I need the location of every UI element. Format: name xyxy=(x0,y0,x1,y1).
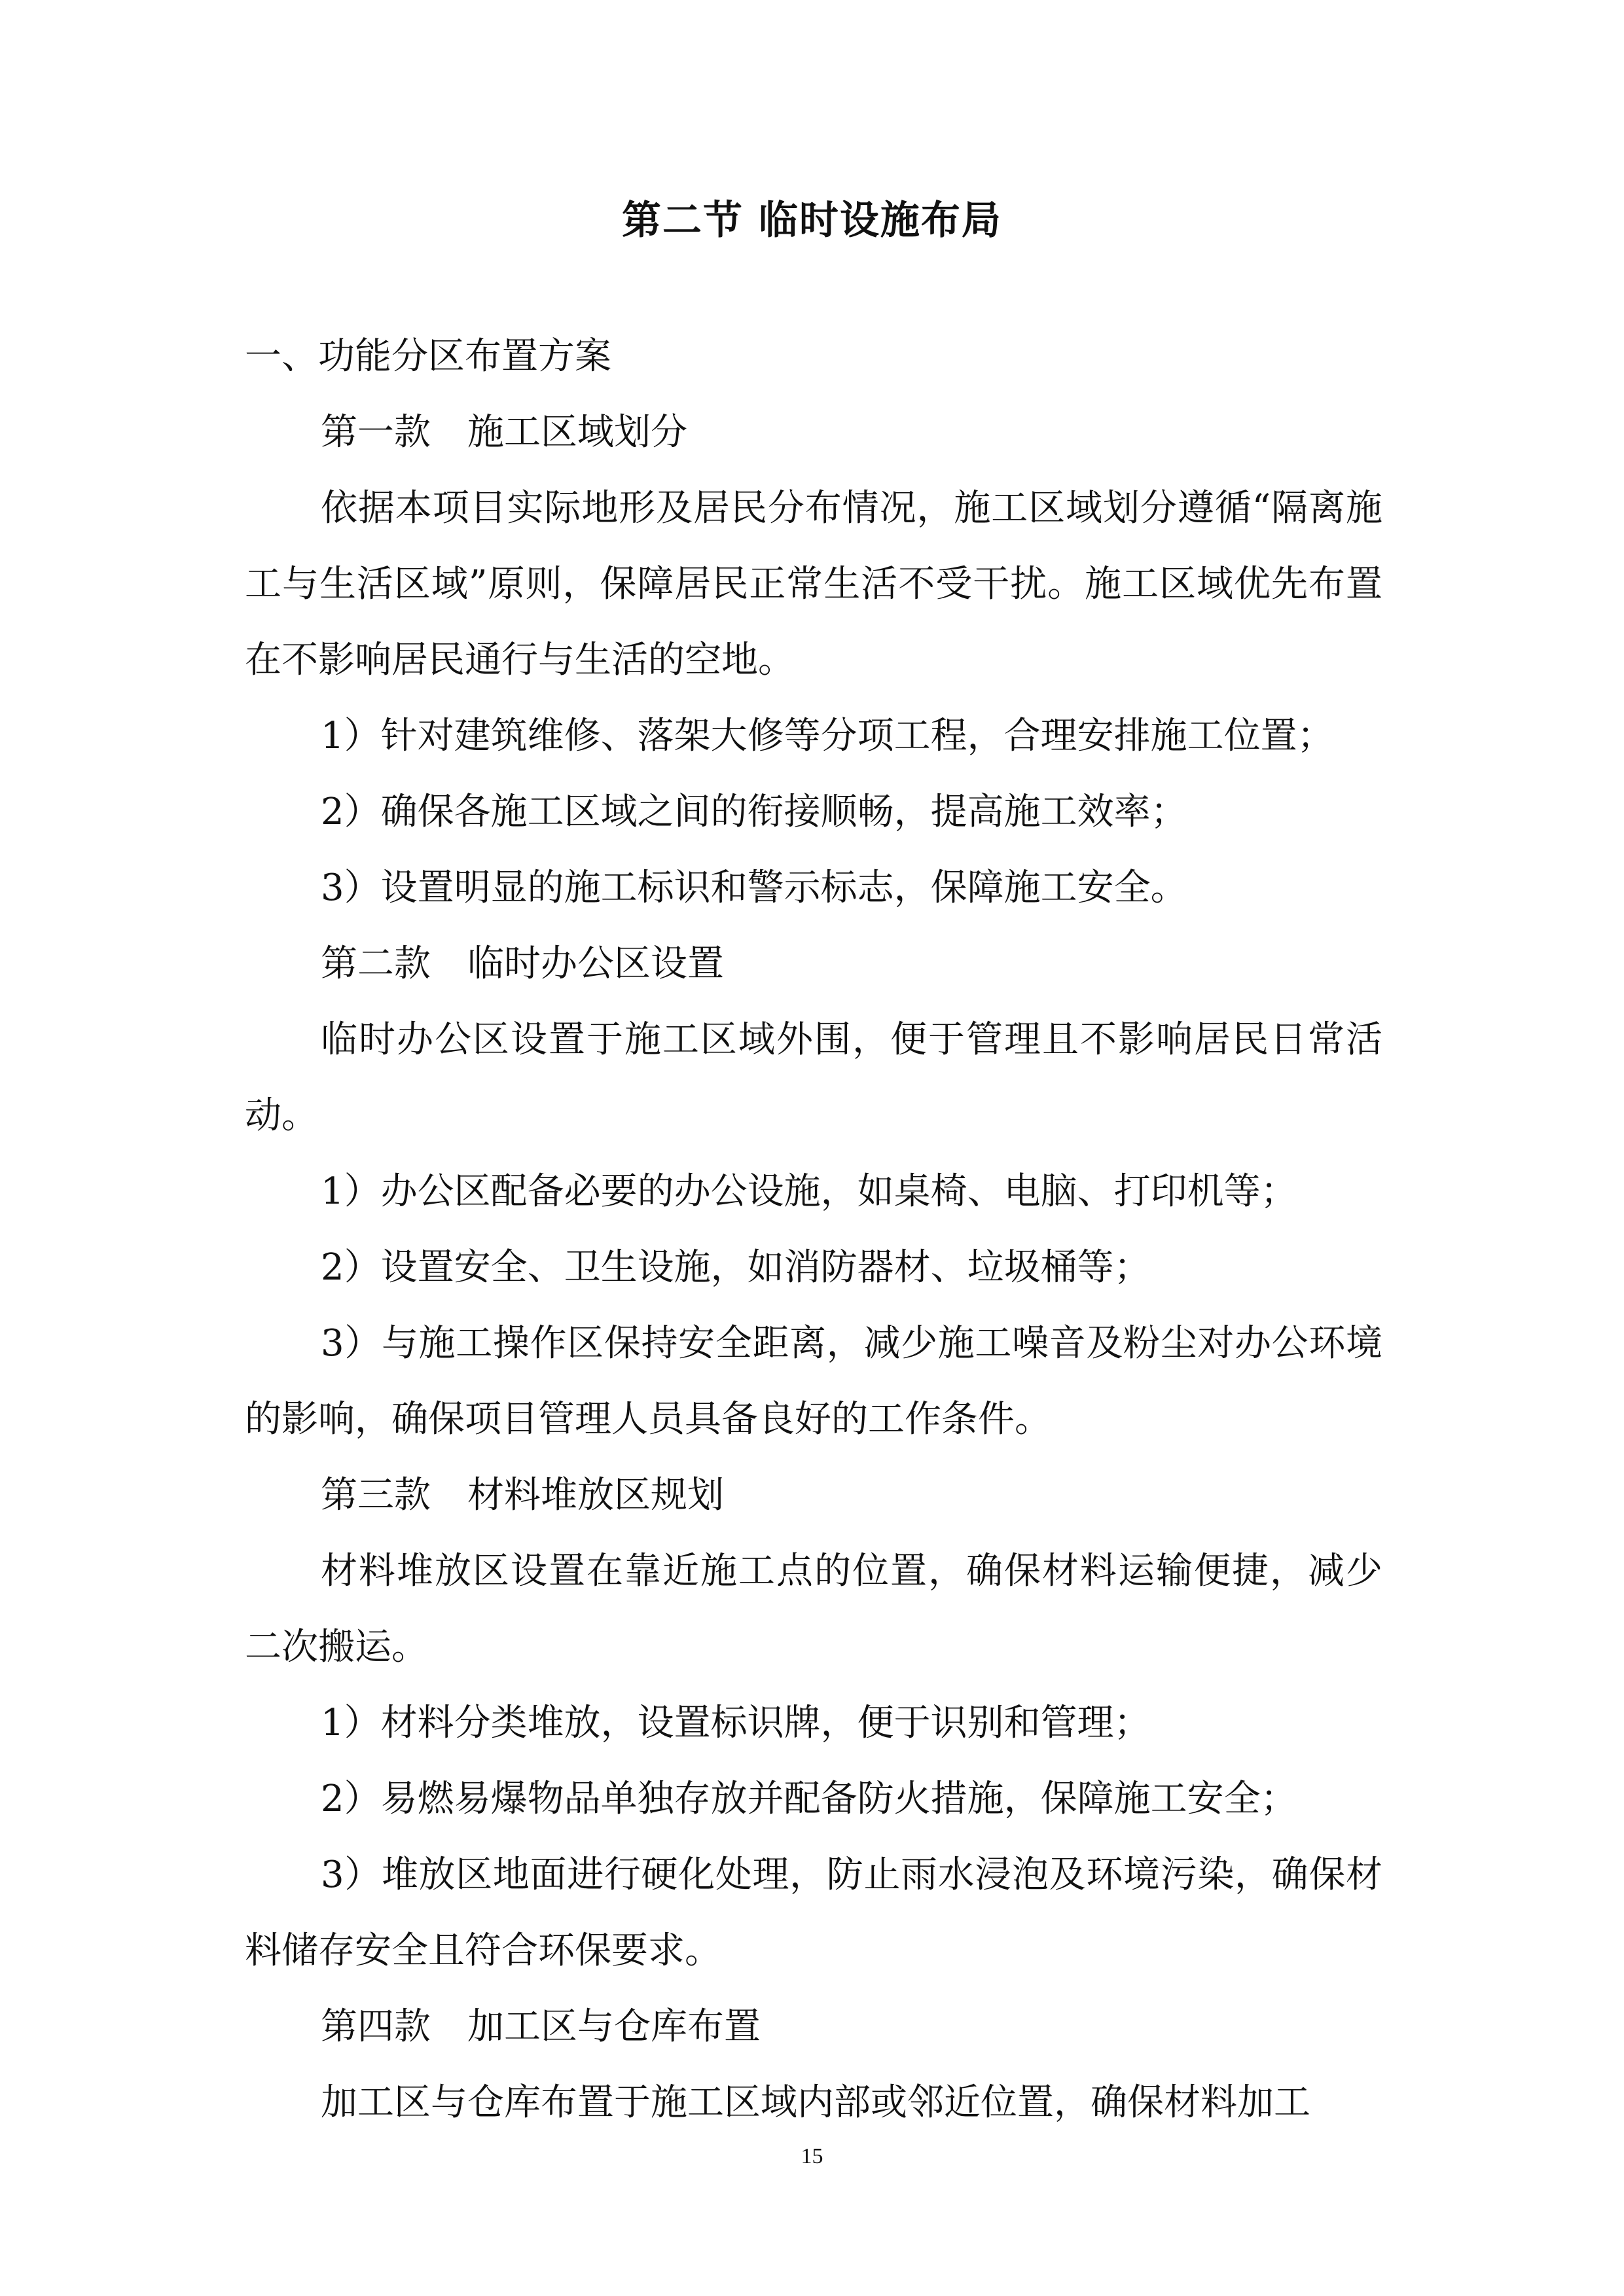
body-paragraph: 依据本项目实际地形及居民分布情况，施工区域划分遵循“隔离施工与生活区域”原则，保障居民正常生活不受干扰。施工区域优先布置在不影响居民通行与生活的空地。 xyxy=(245,487,1382,681)
list-item: 2）确保各施工区域之间的衔接顺畅，提高施工效率； xyxy=(321,791,1187,833)
clause-heading: 第四款 加工区与仓库布置 xyxy=(321,2005,761,2048)
document-body xyxy=(245,319,1382,2141)
list-item: 1）办公区配备必要的办公设施，如桌椅、电脑、打印机等； xyxy=(321,1170,1297,1213)
section-heading: 一、功能分区布置方案 xyxy=(245,335,611,378)
clause-heading: 第二款 临时办公区设置 xyxy=(321,942,724,985)
body-paragraph: 临时办公区设置于施工区域外围，便于管理且不影响居民日常活动。 xyxy=(245,1018,1382,1137)
body-paragraph: 材料堆放区设置在靠近施工点的位置，确保材料运输便捷，减少二次搬运。 xyxy=(245,1550,1382,1668)
list-item: 1）针对建筑维修、落架大修等分项工程，合理安排施工位置； xyxy=(321,715,1334,757)
list-item: 1）材料分类堆放，设置标识牌，便于识别和管理； xyxy=(321,1702,1151,1744)
body-paragraph: 加工区与仓库布置于施工区域内部或邻近位置，确保材料加工 xyxy=(321,2081,1310,2124)
page-title: 第二节 临时设施布局 xyxy=(622,198,1002,243)
list-item: 3）与施工操作区保持安全距离，减少施工噪音及粉尘对办公环境的影响，确保项目管理人员具备良好的工作条件。 xyxy=(245,1322,1382,1441)
clause-heading: 第三款 材料堆放区规划 xyxy=(321,1474,724,1516)
list-item: 3）设置明显的施工标识和警示标志，保障施工安全。 xyxy=(321,867,1187,909)
page-number: 15 xyxy=(801,2144,823,2168)
list-item: 3）堆放区地面进行硬化处理，防止雨水浸泡及环境污染，确保材料储存安全且符合环保要求。 xyxy=(245,1854,1382,1972)
list-item: 2）易燃易爆物品单独存放并配备防火措施，保障施工安全； xyxy=(321,1778,1297,1820)
clause-heading: 第一款 施工区域划分 xyxy=(321,411,687,454)
list-item: 2）设置安全、卫生设施，如消防器材、垃圾桶等； xyxy=(321,1246,1151,1289)
